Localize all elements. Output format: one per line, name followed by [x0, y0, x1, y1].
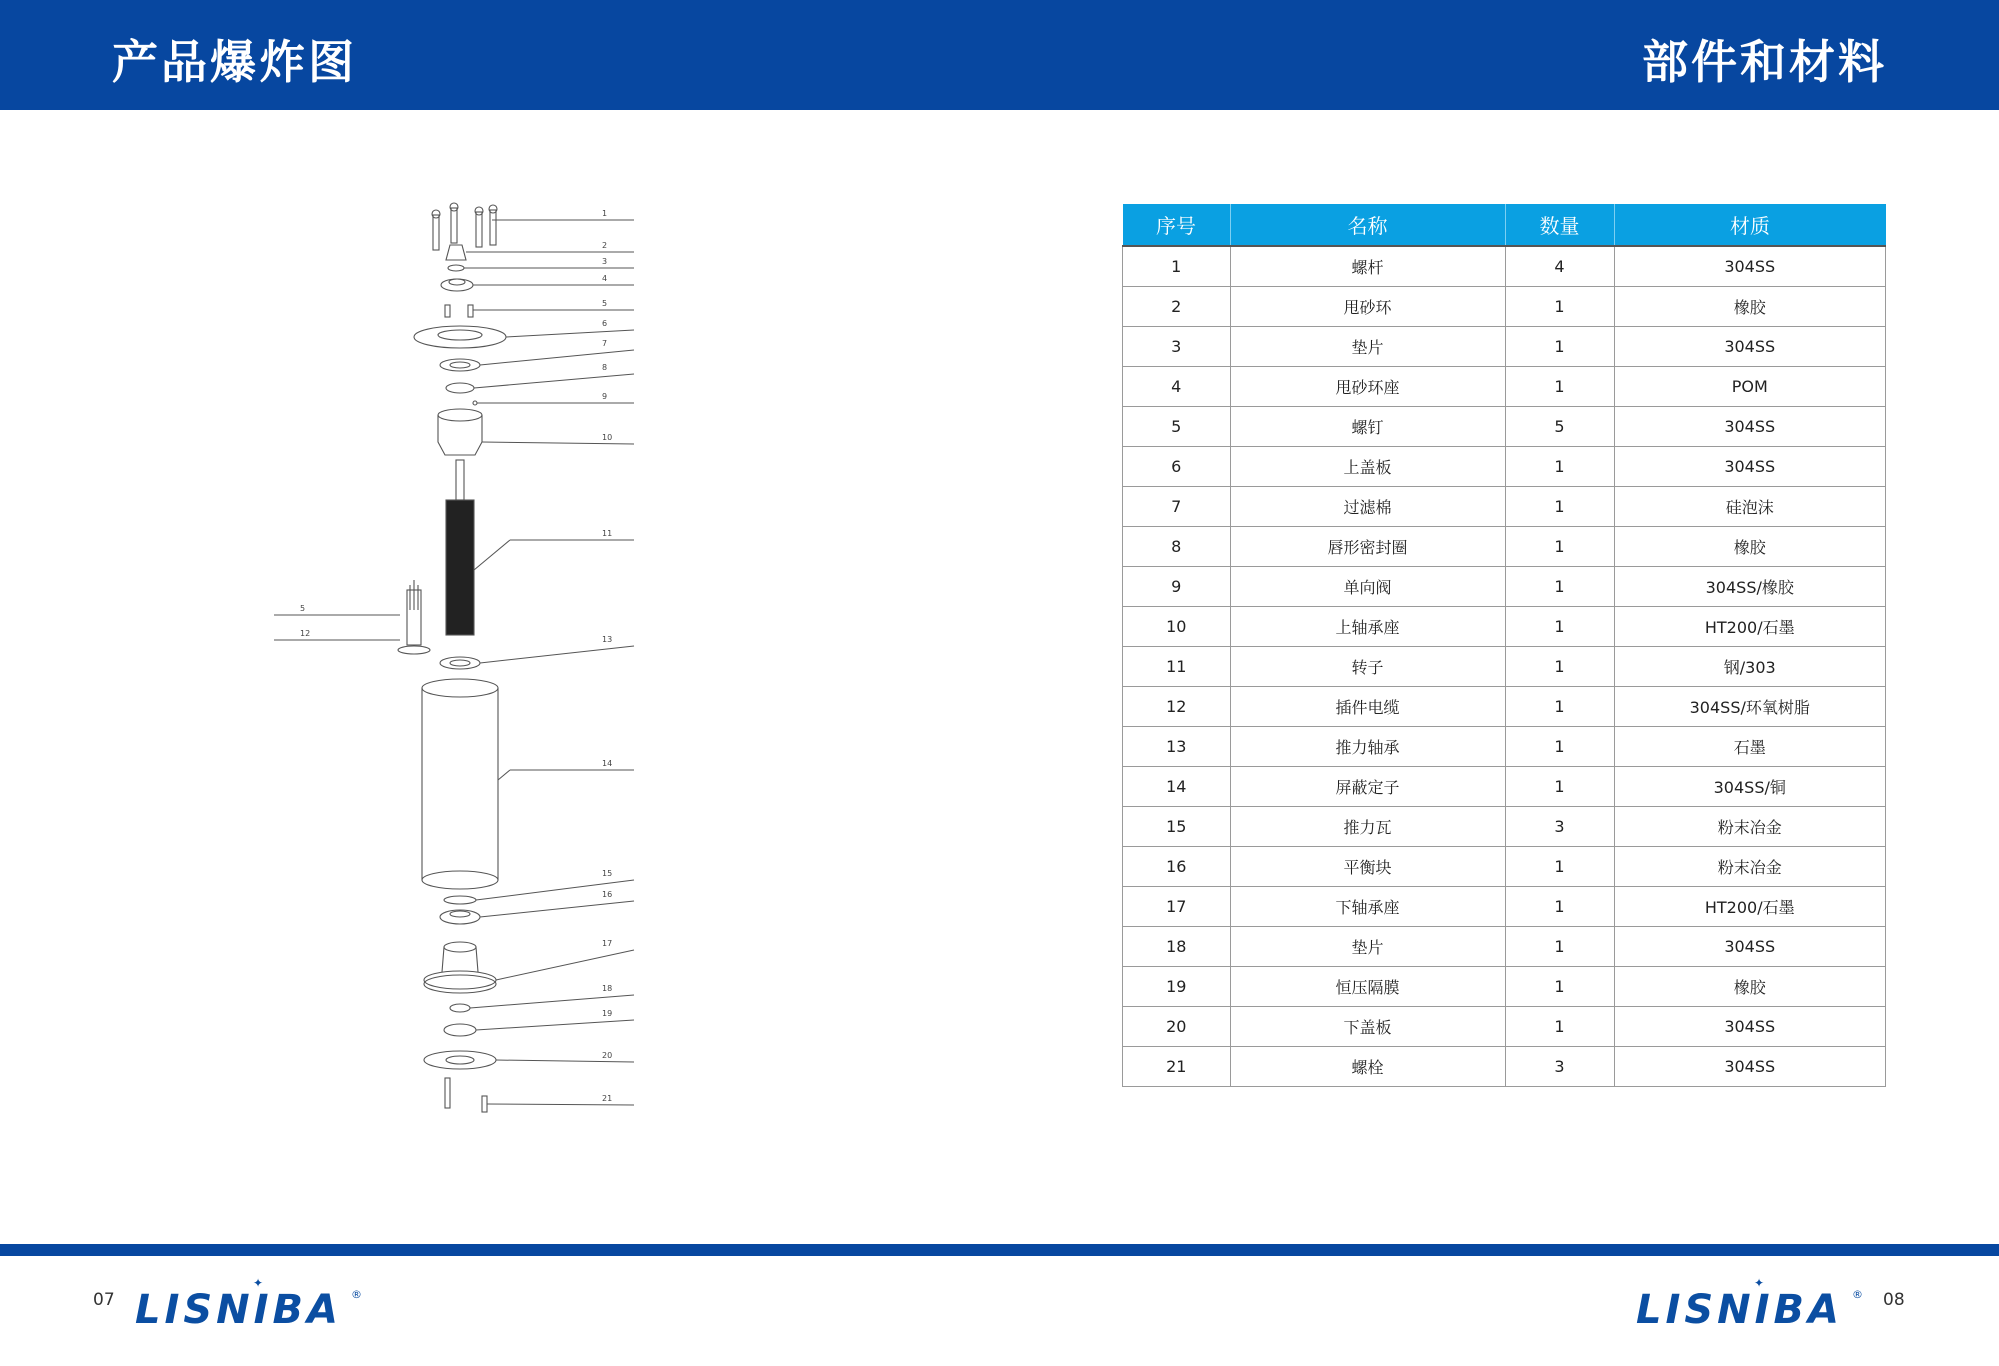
- table-row: [1123, 927, 1886, 967]
- table-row: [1123, 1007, 1886, 1047]
- callout-15: 15: [602, 869, 613, 878]
- cell-qty: 1: [1505, 687, 1614, 727]
- cell-material: 粉末冶金: [1614, 847, 1886, 887]
- cell-index: 7: [1123, 487, 1231, 527]
- star-icon: ✦: [1754, 1276, 1765, 1290]
- table-row: [1123, 767, 1886, 807]
- table-row: [1123, 527, 1886, 567]
- cell-material: 硅泡沫: [1614, 487, 1886, 527]
- cell-index: 8: [1123, 527, 1231, 567]
- cell-name: 平衡块: [1230, 847, 1505, 887]
- callout-2: 2: [602, 241, 608, 250]
- cell-material: 304SS/橡胶: [1614, 567, 1886, 607]
- cell-name: 垫片: [1230, 327, 1505, 367]
- callout-side-5: 5: [300, 604, 306, 613]
- cell-name: 单向阀: [1230, 567, 1505, 607]
- cell-material: 304SS: [1614, 447, 1886, 487]
- star-icon: ✦: [253, 1276, 264, 1290]
- cell-index: 20: [1123, 1007, 1231, 1047]
- cell-qty: 3: [1505, 807, 1614, 847]
- cell-name: 下轴承座: [1230, 887, 1505, 927]
- page-number-right: 08: [1883, 1290, 1905, 1310]
- table-row: [1123, 287, 1886, 327]
- callout-14: 14: [602, 759, 613, 768]
- cell-index: 14: [1123, 767, 1231, 807]
- callout-17: 17: [602, 939, 613, 948]
- callout-9: 9: [602, 392, 608, 401]
- exploded-diagram: [270, 190, 650, 1150]
- cell-material: HT200/石墨: [1614, 887, 1886, 927]
- cell-qty: 1: [1505, 887, 1614, 927]
- table-row: [1123, 367, 1886, 407]
- col-header-qty: 数量: [1505, 204, 1614, 246]
- cell-name: 推力瓦: [1230, 807, 1505, 847]
- brand-logo-left: LISNIBA ✦ ®: [135, 1276, 362, 1333]
- cell-index: 13: [1123, 727, 1231, 767]
- col-header-name: 名称: [1230, 204, 1505, 246]
- cell-index: 2: [1123, 287, 1231, 327]
- cell-qty: 1: [1505, 367, 1614, 407]
- cell-name: 垫片: [1230, 927, 1505, 967]
- cell-name: 上盖板: [1230, 447, 1505, 487]
- cell-name: 上轴承座: [1230, 607, 1505, 647]
- table-header-row: [1123, 204, 1886, 246]
- cell-qty: 1: [1505, 567, 1614, 607]
- cell-name: 转子: [1230, 647, 1505, 687]
- callout-3: 3: [602, 257, 608, 266]
- cell-material: 304SS: [1614, 1047, 1886, 1087]
- cell-index: 15: [1123, 807, 1231, 847]
- callout-16: 16: [602, 890, 613, 899]
- cell-material: 橡胶: [1614, 527, 1886, 567]
- callout-5: 5: [602, 299, 608, 308]
- cell-qty: 1: [1505, 647, 1614, 687]
- footer-bar: [0, 1244, 1999, 1256]
- table-row: [1123, 246, 1886, 287]
- bolt: [433, 215, 439, 250]
- cell-material: 304SS: [1614, 327, 1886, 367]
- table-row: [1123, 487, 1886, 527]
- callout-4: 4: [602, 274, 608, 283]
- callout-7: 7: [602, 339, 608, 348]
- table-row: [1123, 887, 1886, 927]
- cell-index: 12: [1123, 687, 1231, 727]
- cell-index: 5: [1123, 407, 1231, 447]
- cell-index: 6: [1123, 447, 1231, 487]
- cell-material: 橡胶: [1614, 287, 1886, 327]
- cell-name: 唇形密封圈: [1230, 527, 1505, 567]
- cell-qty: 1: [1505, 327, 1614, 367]
- parts-table: [1122, 204, 1886, 1087]
- cell-qty: 1: [1505, 287, 1614, 327]
- cell-name: 甩砂环: [1230, 287, 1505, 327]
- table-row: [1123, 447, 1886, 487]
- callout-19: 19: [602, 1009, 613, 1018]
- table-row: [1123, 407, 1886, 447]
- cell-material: 304SS: [1614, 927, 1886, 967]
- callout-10: 10: [602, 433, 613, 442]
- cell-qty: 1: [1505, 847, 1614, 887]
- cell-qty: 1: [1505, 727, 1614, 767]
- registered-mark: ®: [1852, 1288, 1863, 1301]
- cell-qty: 1: [1505, 527, 1614, 567]
- col-header-index: 序号: [1123, 204, 1231, 246]
- cell-name: 下盖板: [1230, 1007, 1505, 1047]
- table-row: [1123, 567, 1886, 607]
- cell-qty: 3: [1505, 1047, 1614, 1087]
- brand-logo-right: LISNIBA ✦ ®: [1636, 1276, 1863, 1333]
- cell-index: 21: [1123, 1047, 1231, 1087]
- cell-index: 16: [1123, 847, 1231, 887]
- callout-1: 1: [602, 209, 608, 218]
- cell-material: 304SS: [1614, 246, 1886, 287]
- table-row: [1123, 727, 1886, 767]
- cell-material: POM: [1614, 367, 1886, 407]
- callout-18: 18: [602, 984, 613, 993]
- callout-21: 21: [602, 1094, 613, 1103]
- cell-material: 304SS: [1614, 407, 1886, 447]
- cell-name: 螺栓: [1230, 1047, 1505, 1087]
- cell-name: 插件电缆: [1230, 687, 1505, 727]
- page-number-left: 07: [93, 1290, 115, 1310]
- cell-index: 11: [1123, 647, 1231, 687]
- cell-qty: 4: [1505, 246, 1614, 287]
- table-row: [1123, 847, 1886, 887]
- cell-material: HT200/石墨: [1614, 607, 1886, 647]
- header-bar: [0, 0, 1999, 110]
- callout-13: 13: [602, 635, 613, 644]
- cell-index: 4: [1123, 367, 1231, 407]
- cell-material: 橡胶: [1614, 967, 1886, 1007]
- cell-name: 屏蔽定子: [1230, 767, 1505, 807]
- page-title-right: 部件和材料: [1642, 35, 1887, 89]
- cell-index: 17: [1123, 887, 1231, 927]
- cell-index: 9: [1123, 567, 1231, 607]
- cell-material: 304SS: [1614, 1007, 1886, 1047]
- cell-qty: 5: [1505, 407, 1614, 447]
- cell-qty: 1: [1505, 1007, 1614, 1047]
- page-title-left: 产品爆炸图: [112, 35, 357, 89]
- cell-qty: 1: [1505, 927, 1614, 967]
- cell-qty: 1: [1505, 487, 1614, 527]
- cell-material: 石墨: [1614, 727, 1886, 767]
- table-row: [1123, 807, 1886, 847]
- cell-index: 3: [1123, 327, 1231, 367]
- registered-mark: ®: [351, 1288, 362, 1301]
- callout-20: 20: [602, 1051, 613, 1060]
- cell-index: 1: [1123, 246, 1231, 287]
- callout-side-12: 12: [300, 629, 311, 638]
- cell-material: 304SS/环氧树脂: [1614, 687, 1886, 727]
- cell-index: 19: [1123, 967, 1231, 1007]
- cell-index: 10: [1123, 607, 1231, 647]
- callout-8: 8: [602, 363, 608, 372]
- cell-qty: 1: [1505, 607, 1614, 647]
- table-row: [1123, 647, 1886, 687]
- cell-material: 粉末冶金: [1614, 807, 1886, 847]
- table-row: [1123, 607, 1886, 647]
- cell-name: 推力轴承: [1230, 727, 1505, 767]
- callout-11: 11: [602, 529, 613, 538]
- cell-name: 恒压隔膜: [1230, 967, 1505, 1007]
- table-row: [1123, 687, 1886, 727]
- cell-name: 螺杆: [1230, 246, 1505, 287]
- cell-index: 18: [1123, 927, 1231, 967]
- cell-qty: 1: [1505, 967, 1614, 1007]
- cell-qty: 1: [1505, 767, 1614, 807]
- cell-name: 螺钉: [1230, 407, 1505, 447]
- cell-qty: 1: [1505, 447, 1614, 487]
- cell-material: 304SS/铜: [1614, 767, 1886, 807]
- table-row: [1123, 327, 1886, 367]
- col-header-material: 材质: [1614, 204, 1886, 246]
- table-row: [1123, 967, 1886, 1007]
- cell-name: 甩砂环座: [1230, 367, 1505, 407]
- cell-material: 钢/303: [1614, 647, 1886, 687]
- cell-name: 过滤棉: [1230, 487, 1505, 527]
- table-row: [1123, 1047, 1886, 1087]
- parts-table-body: [1123, 246, 1886, 1087]
- callout-6: 6: [602, 319, 608, 328]
